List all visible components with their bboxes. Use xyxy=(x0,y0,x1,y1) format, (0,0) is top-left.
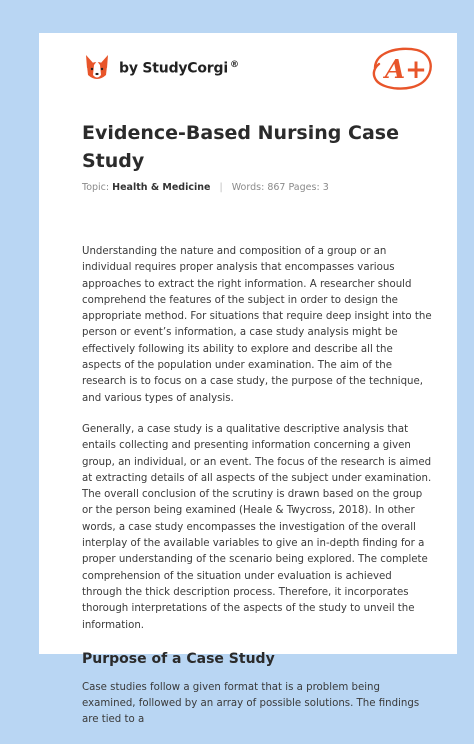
page-title: Evidence-Based Nursing Case Study xyxy=(82,122,399,172)
pages-count: 3 xyxy=(322,182,329,193)
brand-name: by StudyCorgi ® xyxy=(119,59,239,77)
a-plus-grade-icon xyxy=(365,42,439,94)
brand-header[interactable] xyxy=(83,53,239,83)
words-label: Words: xyxy=(231,182,265,193)
corgi-logo-icon xyxy=(83,53,111,83)
meta-separator: | xyxy=(219,182,223,193)
topic-link[interactable]: Health & Medicine xyxy=(112,182,211,193)
document-meta xyxy=(82,182,329,193)
document-page xyxy=(39,33,457,726)
paragraph: Case studies follow a given format that is a problem being examined, followed by an array of possible solutions. The findings are tied to a xyxy=(82,681,420,726)
paragraph: Understanding the nature and composition of a group or an individual requires proper analysis that encompasses various approaches to extract the right information. A researcher should comprehend the features of the subject in order to design the appropriate method. For situations that require deep insight into the person or event’s information, a case study analysis might be effectively following its ability to explore and describe all the aspects of the population under examination. The aim of the research is to focus on a case study, the purpose of the technique, and various types of analysis. xyxy=(82,246,432,404)
paragraph: Generally, a case study is a qualitative descriptive analysis that entails collecting and presenting information concerning a given group, an individual, or an event. The focus of the research is aimed at extracting details of all aspects of the subject under examination. The overall conclusion of the scrutiny is drawn based on the group or the person being examined (Heale & Twycross, 2018). In other words, a case study encompasses the investigation of the overall interplay of the available variables to give an in-depth finding for a proper understanding of the scenario being explored. The complete comprehension of the situation under evaluation is achieved through the thick description process. Therefore, it incorporates thorough interpretations of the aspects of the study to unveil the information. xyxy=(82,423,432,631)
topic-label: Topic: xyxy=(82,182,110,193)
svg-text:A+: A+ xyxy=(385,55,427,85)
section-heading: Purpose of a Case Study xyxy=(82,650,275,667)
pages-label: Pages: xyxy=(288,182,320,193)
words-count: 867 xyxy=(267,182,286,193)
document-body xyxy=(82,244,434,744)
